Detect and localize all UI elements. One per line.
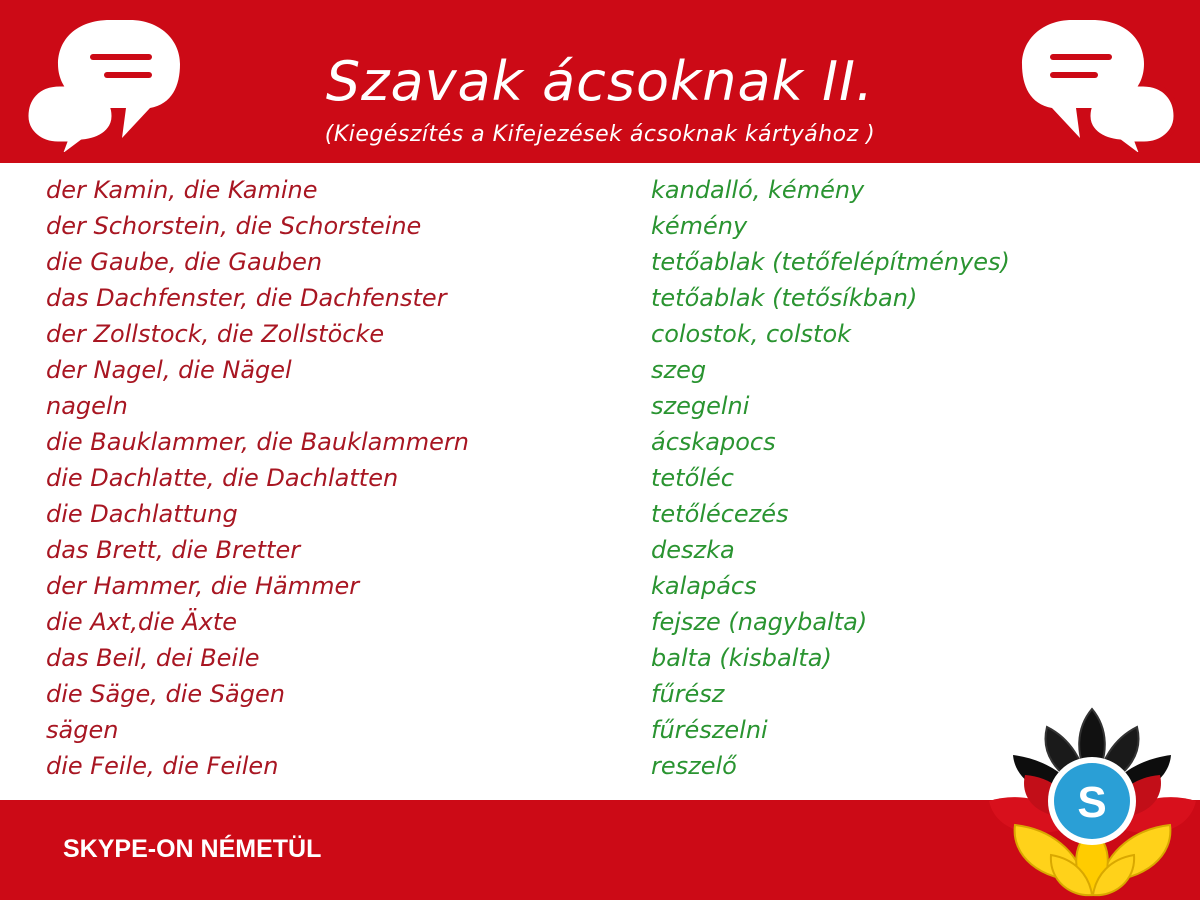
german-term: der Kamin, die Kamine [46, 176, 318, 204]
page-title: Szavak ácsoknak II. [325, 50, 875, 113]
hungarian-term: fűrészelni [651, 716, 768, 744]
german-term: nageln [46, 392, 128, 420]
hungarian-term: tetőablak (tetőfelépítményes) [651, 248, 1010, 276]
hungarian-term: balta (kisbalta) [651, 644, 832, 672]
german-term: die Dachlattung [46, 500, 238, 528]
skype-flower-logo [985, 705, 1200, 900]
german-term: das Beil, dei Beile [46, 644, 260, 672]
hungarian-term: reszelő [651, 752, 737, 780]
german-term: die Bauklammer, die Bauklammern [46, 428, 469, 456]
hungarian-term: tetőlécezés [651, 500, 789, 528]
german-term: die Dachlatte, die Dachlatten [46, 464, 399, 492]
german-term: die Säge, die Sägen [46, 680, 285, 708]
hungarian-term: kémény [651, 212, 748, 240]
german-term: die Axt,die Äxte [46, 608, 238, 636]
hungarian-term: ácskapocs [651, 428, 776, 456]
hungarian-term: kandalló, kémény [651, 176, 865, 204]
german-term: das Dachfenster, die Dachfenster [46, 284, 447, 312]
brand-name: SKYPE-ON NÉMETÜL [63, 835, 322, 863]
hungarian-term: deszka [651, 536, 735, 564]
hungarian-term: tetőablak (tetősíkban) [651, 284, 918, 312]
german-term: der Hammer, die Hämmer [46, 572, 360, 600]
german-term: das Brett, die Bretter [46, 536, 301, 564]
german-term: der Schorstein, die Schorsteine [46, 212, 422, 240]
german-term: der Zollstock, die Zollstöcke [46, 320, 385, 348]
logo-letter: S [1077, 778, 1107, 827]
hungarian-term: szeg [651, 356, 707, 384]
page-subtitle: (Kiegészítés a Kifejezések ácsoknak kártyához ) [324, 122, 876, 147]
german-word-list [46, 172, 469, 784]
hungarian-term: szegelni [651, 392, 750, 420]
german-term: die Gaube, die Gauben [46, 248, 323, 276]
german-term: die Feile, die Feilen [46, 752, 279, 780]
hungarian-word-list [651, 172, 1010, 784]
german-term: sägen [46, 716, 119, 744]
hungarian-term: tetőléc [651, 464, 734, 492]
german-term: der Nagel, die Nägel [46, 356, 292, 384]
hungarian-term: fejsze (nagybalta) [651, 608, 868, 636]
hungarian-term: kalapács [651, 572, 757, 600]
hungarian-term: colostok, colstok [651, 320, 852, 348]
hungarian-term: fűrész [651, 680, 725, 708]
